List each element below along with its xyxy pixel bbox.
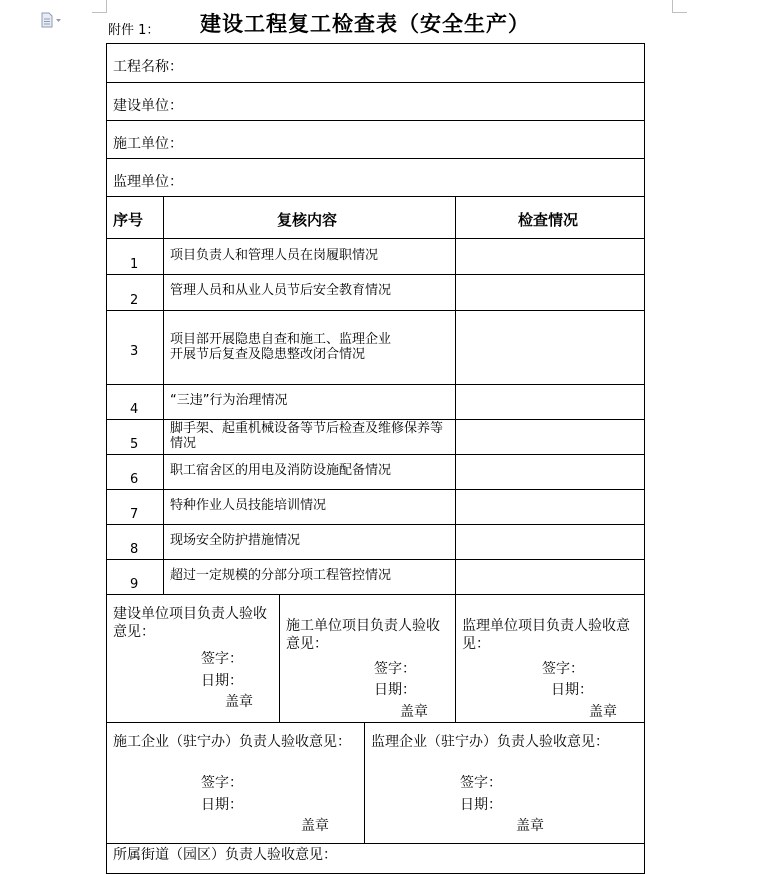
item-number: 8: [130, 542, 139, 557]
enterprise-approval-row: [107, 722, 644, 843]
item-content: 项目部开展隐患自查和施工、监理企业开展节后复查及隐患整改闭合情况: [170, 332, 392, 362]
table-row: [107, 559, 644, 594]
item-number: 7: [130, 507, 139, 522]
district-opinion-label: 所属街道（园区）负责人验收意见：: [113, 847, 337, 863]
header-no-cell: [107, 197, 164, 238]
district-approval: [107, 844, 644, 873]
table-row: [107, 419, 644, 454]
page-corner-marker-left: [92, 0, 107, 13]
item-content: 超过一定规模的分部分项工程管控情况: [170, 568, 392, 583]
supervision-enterprise-approval: [365, 723, 644, 843]
document-icon[interactable]: [40, 12, 62, 28]
builder-unit-label: 施工单位：: [113, 136, 183, 152]
seal-label: 盖章: [301, 818, 329, 834]
item-number: 5: [130, 437, 139, 452]
header-result-cell: [456, 197, 644, 238]
builder-enterprise-approval: [107, 723, 365, 843]
result-cell[interactable]: [456, 560, 644, 594]
sign-label: 签字：: [542, 661, 584, 677]
result-cell[interactable]: [456, 490, 644, 524]
project-approval-row: [107, 594, 644, 722]
item-content: 脚手架、起重机械设备等节后检查及维修保养等情况: [170, 421, 444, 451]
header-no: 序号: [113, 211, 144, 229]
date-label: 日期：: [460, 797, 502, 813]
item-number: 1: [130, 257, 139, 272]
table-row: [107, 274, 644, 310]
seal-label: 盖章: [225, 694, 253, 710]
item-number: 3: [130, 344, 139, 359]
table-row: [107, 489, 644, 524]
item-content: 项目负责人和管理人员在岗履职情况: [170, 248, 379, 263]
seal-label: 盖章: [516, 818, 544, 834]
construction-pm-approval: [107, 595, 280, 722]
attachment-label: 附件 1：: [108, 23, 160, 38]
date-label: 日期：: [201, 673, 243, 689]
header-result: 检查情况: [518, 211, 579, 229]
builder-enterprise-opinion-label: 施工企业（驻宁办）负责人验收意见：: [113, 734, 351, 750]
header-content: 复核内容: [277, 211, 338, 229]
header-content-cell: [164, 197, 456, 238]
page-corner-marker-right: [672, 0, 687, 13]
result-cell[interactable]: [456, 311, 644, 384]
builder-pm-opinion-label: 施工单位项目负责人验收意见：: [286, 618, 440, 652]
supervision-pm-opinion-label: 监理单位项目负责人验收意见：: [462, 618, 630, 652]
seal-label: 盖章: [400, 704, 428, 720]
table-row: [107, 524, 644, 559]
table-row: [107, 310, 644, 384]
district-approval-row: [107, 843, 644, 873]
project-name-label: 工程名称：: [113, 59, 183, 75]
date-label: 日期：: [551, 682, 593, 698]
sign-label: 签字：: [201, 651, 243, 667]
builder-unit-row: [107, 120, 644, 158]
table-row: [107, 384, 644, 419]
builder-pm-approval: [280, 595, 456, 722]
sign-label: 签字：: [201, 775, 243, 791]
item-number: 6: [130, 472, 139, 487]
item-number: 2: [130, 293, 139, 308]
item-content: 管理人员和从业人员节后安全教育情况: [170, 283, 392, 298]
construction-unit-label: 建设单位：: [113, 98, 183, 114]
supervision-unit-label: 监理单位：: [113, 174, 183, 190]
sign-label: 签字：: [374, 661, 416, 677]
table-row: [107, 454, 644, 489]
seal-label: 盖章: [589, 704, 617, 720]
item-number: 4: [130, 402, 139, 417]
date-label: 日期：: [201, 797, 243, 813]
supervision-unit-row: [107, 158, 644, 196]
construction-pm-opinion-label: 建设单位项目负责人验收意见：: [113, 606, 267, 640]
result-cell[interactable]: [456, 275, 644, 310]
result-cell[interactable]: [456, 455, 644, 489]
result-cell[interactable]: [456, 420, 644, 454]
table-row: [107, 238, 644, 274]
sign-label: 签字：: [460, 775, 502, 791]
result-cell[interactable]: [456, 239, 644, 274]
supervision-enterprise-opinion-label: 监理企业（驻宁办）负责人验收意见：: [371, 734, 609, 750]
date-label: 日期：: [374, 682, 416, 698]
page-title: 建设工程复工检查表（安全生产）: [200, 11, 530, 36]
supervision-pm-approval: [456, 595, 644, 722]
construction-unit-row: [107, 82, 644, 120]
item-content: “三违”行为治理情况: [170, 393, 288, 408]
table-header-row: [107, 196, 644, 238]
result-cell[interactable]: [456, 385, 644, 419]
item-content: 职工宿舍区的用电及消防设施配备情况: [170, 463, 392, 478]
item-content: 特种作业人员技能培训情况: [170, 498, 327, 513]
inspection-table: [106, 43, 645, 874]
result-cell[interactable]: [456, 525, 644, 559]
item-content: 现场安全防护措施情况: [170, 533, 301, 548]
item-number: 9: [130, 577, 139, 592]
project-name-row: [107, 44, 644, 82]
